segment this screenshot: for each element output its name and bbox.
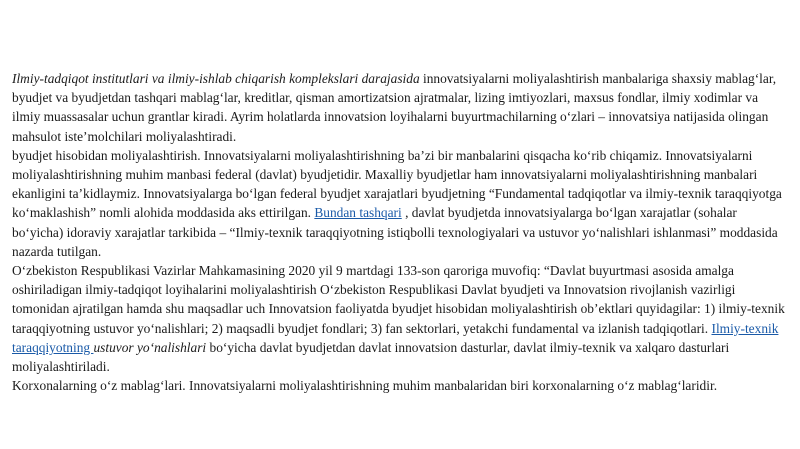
paragraph-3 [12, 261, 788, 376]
paragraph-4 [12, 376, 788, 395]
paragraph-1-text: innovatsiyalarni moliyalashtirish manbalariga shaxsiy mablag‘lar, byudjet va byudjetdan tashqari mablag‘lar, kreditlar, qisman amortizatsion ajratmalar, lizing imtiyozlari, maxsus fondlar, ilmiy xodimlar va ilmiy muassasalar uchun grantlar kiradi. Ayrim holatlarda innovatsion loyihalarni buyurtmachilarning o‘zlari – innovatsiya natijasida olingan mahsulot iste’molchilari moliyalashtiradi. [12, 71, 777, 144]
paragraph-2-text-after: , davlat byudjetda innovatsiyalarga bo‘lgan xarajatlar (sohalar bo‘yicha) idoraviy xarajatlar tarkibida – “Ilmiy-texnik taraqqiyotning istiqbolli texnologiyalari va ustuvor yo‘nalishlari ishlanmasi” moddasida nazarda tutilgan. [12, 205, 778, 259]
paragraph-1 [12, 69, 788, 146]
paragraph-2-text: byudjet hisobidan moliyalashtirish. Innovatsiyalarni moliyalashtirishning ba’zi bir manbalarini qisqacha ko‘rib chiqamiz. Innovatsiyalarni moliyalashtirishning muhim manbasi federal (davlat) byudjetidir. Maxalliy byudjetlar ham innovatsiyalarni moliyalashtirishning manbalari ekanligini ta’kidlaymiz. Innovatsiyalarga bo‘lgan federal byudjet xarajatlari byudjetning “Fundamental tadqiqotlar va ilmiy-texnik taraqqiyotga ko‘maklashish” nomli alohida moddasida aks ettirilgan. [12, 147, 782, 221]
paragraph-2 [12, 146, 788, 261]
bundan-tashqari-link[interactable]: Bundan tashqari [314, 205, 402, 221]
paragraph-3-text-after: bo‘yicha davlat byudjetdan davlat innovatsion dasturlar, davlat ilmiy-texnik va xalqaro dasturlari moliyalashtiriladi. [12, 339, 730, 375]
paragraph-3-text: O‘zbekiston Respublikasi Vazirlar Mahkamasining 2020 yil 9 martdagi 133-son qaroriga muvofiq: “Davlat buyurtmasi asosida amalga oshiriladigan ilmiy-tadqiqot loyihalarini moliyalashtirish O‘zbekiston Respublikasi Davlat byudjeti va Innovatsion rivojlanish vazirligi tomonidan ajratilgan hamda shu maqsadlar uch Innovatsion faoliyatda byudjet hisobidan moliyalashtirish ob’ektlari quyidagilar: 1) ilmiy-texnik taraqqiyotning ustuvor yo‘nalishlari; 2) maqsadli byudjet fondlari; 3) fan sektorlari, yetakchi fundamental va izlanish tadqiqotlari. [12, 263, 785, 336]
paragraph-3-italic: ustuvor yo‘nalishlari [93, 339, 207, 355]
document-body [12, 69, 788, 395]
paragraph-1-lead-italic: Ilmiy-tadqiqot institutlari va ilmiy-ishlab chiqarish komplekslari darajasida [12, 71, 420, 86]
ilmiy-texnik-taraqqiyot-link[interactable]: Ilmiy-texnik taraqqiyotning [12, 320, 779, 355]
paragraph-4-text: Korxonalarning o‘z mablag‘lari. Innovatsiyalarni moliyalashtirishning muhim manbalaridan biri korxonalarning o‘z mablag‘laridir. [12, 378, 718, 394]
